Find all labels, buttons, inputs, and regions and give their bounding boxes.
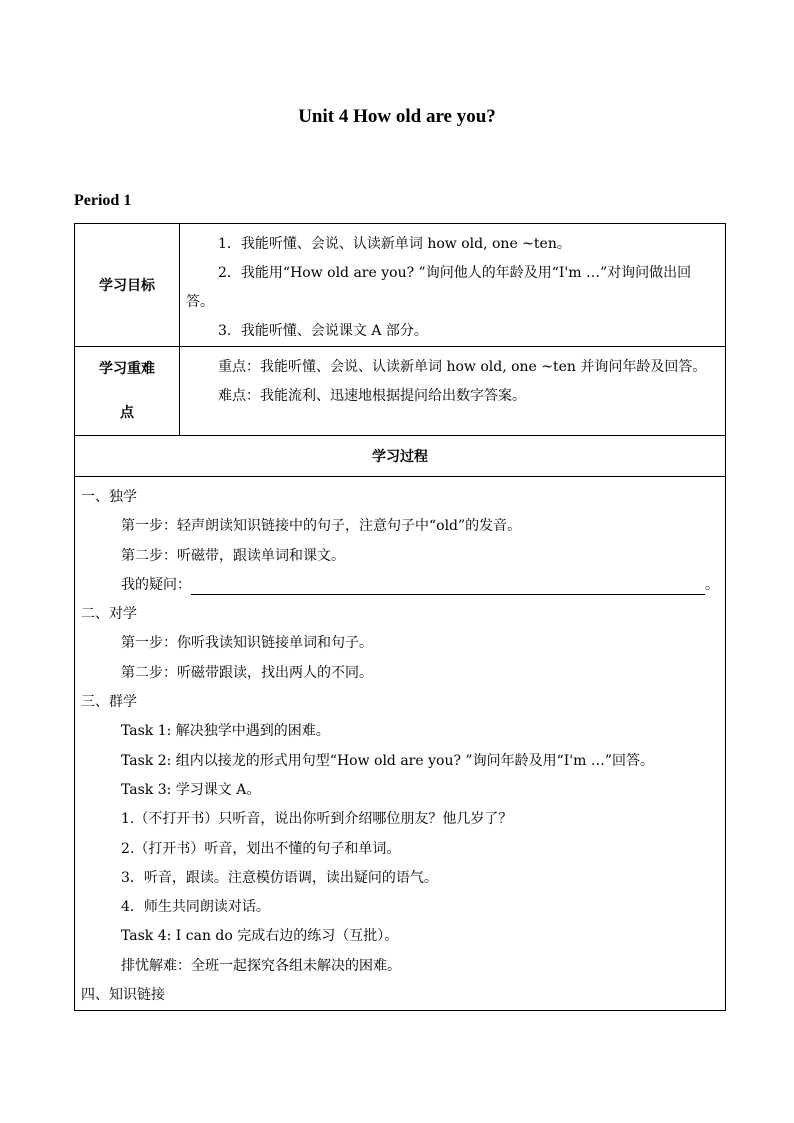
process-line: 第一步：你听我读知识链接单词和句子。 [121, 635, 373, 652]
process-line: 4．师生共同朗读对话。 [121, 899, 270, 916]
question-blank[interactable] [191, 576, 705, 595]
process-header-row [75, 436, 726, 477]
goal-item: 2．我能用“How old are you? ”询问他人的年龄及用“I'm …”对询问做出回答。 [186, 265, 692, 310]
process-header: 学习过程 [75, 436, 726, 477]
process-line: 四、知识链接 [81, 987, 165, 1004]
goal-item: 3．我能听懂、会说课文 A 部分。 [218, 323, 428, 339]
goals-row [75, 224, 726, 347]
process-line: Task 4: I can do 完成右边的练习（互批）。 [121, 928, 399, 945]
period-label: Period 1 [74, 192, 132, 209]
process-line: 2.（打开书）听音，划出不懂的句子和单词。 [121, 840, 401, 857]
goals-label: 学习目标 [75, 224, 180, 347]
process-line: 第一步：轻声朗读知识链接中的句子，注意句子中“old”的发音。 [121, 518, 522, 535]
process-line: 3．听音，跟读。注意模仿语调，读出疑问的语气。 [121, 869, 438, 886]
focus-label-line: 学习重难 [99, 361, 155, 377]
difficult-point: 难点：我能流利、迅速地根据提问给出数字答案。 [218, 388, 526, 404]
process-line: 1.（不打开书）只听音，说出你听到介绍哪位朋友？他几岁了？ [121, 811, 513, 828]
focus-row [75, 347, 726, 436]
question-line [81, 571, 719, 600]
goals-content [180, 224, 726, 347]
process-line: 三、群学 [81, 694, 137, 711]
process-line: Task 2: 组内以接龙的形式用句型“How old are you? ”询问年龄及用“I'm …”回答。 [121, 752, 654, 769]
key-point: 重点：我能听懂、会说、认读新单词 how old, one ~ten 并询问年龄及回答。 [218, 359, 707, 375]
process-line: 排忧解难：全班一起探究各组未解决的困难。 [121, 957, 401, 974]
focus-label [75, 347, 180, 436]
process-line: 第二步：听磁带跟读，找出两人的不同。 [121, 664, 373, 681]
question-end: 。 [705, 576, 719, 593]
document-title: Unit 4 How old are you? [298, 106, 496, 127]
question-label: 我的疑问： [121, 576, 191, 593]
process-line: 第二步：听磁带，跟读单词和课文。 [121, 547, 345, 564]
process-row [75, 477, 726, 1011]
process-content [75, 477, 726, 1011]
focus-content [180, 347, 726, 436]
focus-label-line: 点 [120, 405, 134, 421]
process-line: Task 1: 解决独学中遇到的困难。 [121, 723, 330, 740]
lesson-plan-table [74, 223, 726, 1011]
process-line: 一、独学 [81, 489, 137, 505]
process-line: 二、对学 [81, 606, 137, 623]
goal-item: 1．我能听懂、会说、认读新单词 how old, one ~ten。 [218, 236, 571, 252]
process-line: Task 3: 学习课文 A。 [121, 781, 261, 798]
